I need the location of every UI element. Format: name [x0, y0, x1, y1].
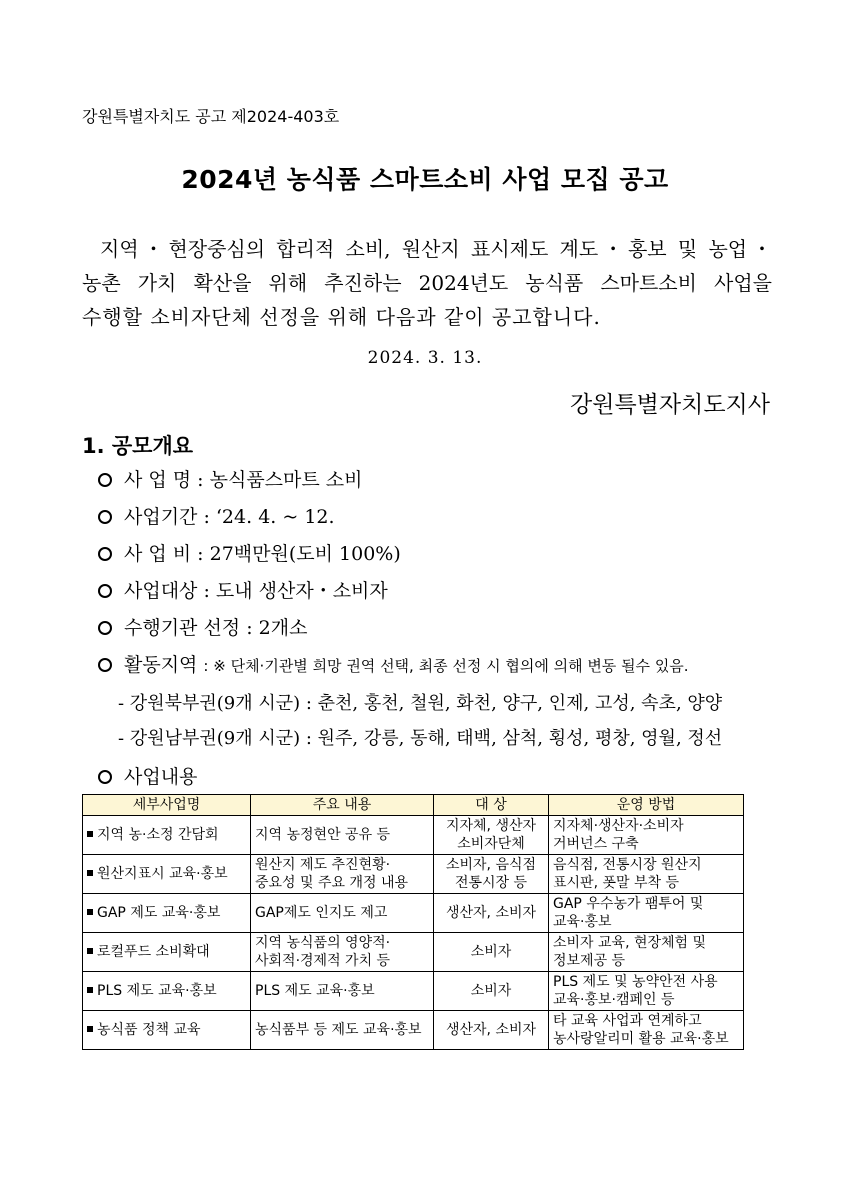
table-row [83, 855, 744, 894]
table-cell-content: PLS 제도 교육·홍보 [251, 972, 434, 1011]
overview-item-text: 사업내용 [124, 766, 198, 788]
table-cell-target: 생산자, 소비자 [434, 894, 549, 933]
issuer: 강원특별자치도지사 [570, 392, 770, 418]
region-north: - 강원북부권(9개 시군) : 춘천, 홍천, 철원, 화천, 양구, 인제, 고성, 속초, 양양 [118, 693, 723, 714]
circle-bullet-icon [98, 584, 112, 598]
table-cell-name: PLS 제도 교육·홍보 [83, 972, 251, 1011]
table-header: 주요 내용 [251, 795, 434, 816]
overview-item-text: 사업대상 : 도내 생산자・소비자 [124, 580, 388, 602]
notice-date: 2024. 3. 13. [367, 348, 483, 368]
square-bullet-icon [87, 948, 93, 954]
notice-number: 강원특별자치도 공고 제2024-403호 [82, 107, 340, 126]
overview-item [98, 762, 197, 789]
overview-item-text: 사업기간 : ‘24. 4. ~ 12. [124, 506, 335, 528]
circle-bullet-icon [98, 510, 112, 524]
table-cell-content: GAP제도 인지도 제고 [251, 894, 434, 933]
overview-item [98, 613, 307, 640]
table-cell-content: 농식품부 등 제도 교육·홍보 [251, 1011, 434, 1050]
circle-bullet-icon [98, 658, 112, 672]
square-bullet-icon [87, 870, 93, 876]
overview-item [98, 465, 363, 492]
table-row [83, 972, 744, 1011]
table-cell-target: 지자체, 생산자 소비자단체 [434, 816, 549, 855]
overview-item [98, 650, 689, 677]
square-bullet-icon [87, 909, 93, 915]
table-cell-content: 지역 농식품의 영양적· 사회적·경제적 가치 등 [251, 933, 434, 972]
table-cell-method: PLS 제도 및 농약안전 사용 교육·홍보·캠페인 등 [549, 972, 744, 1011]
square-bullet-icon [87, 1026, 93, 1032]
table-body [83, 816, 744, 1050]
table-header: 운영 방법 [549, 795, 744, 816]
table-cell-name: 로컬푸드 소비확대 [83, 933, 251, 972]
intro-paragraph [82, 232, 772, 334]
table-row [83, 894, 744, 933]
table-header: 대 상 [434, 795, 549, 816]
table-cell-method: 음식점, 전통시장 원산지 표시판, 폿말 부착 등 [549, 855, 744, 894]
overview-item [98, 502, 335, 529]
table-cell-name: 지역 농·소정 간담회 [83, 816, 251, 855]
business-table [82, 794, 744, 1050]
table-cell-target: 생산자, 소비자 [434, 1011, 549, 1050]
activity-area-note: : ※ 단체·기관별 희망 권역 선택, 최종 선정 시 협의에 의해 변동 될수 있음. [203, 657, 689, 675]
table-cell-method: 지자체·생산자·소비자 거버넌스 구축 [549, 816, 744, 855]
table-cell-target: 소비자 [434, 972, 549, 1011]
section-heading: 1. 공모개요 [82, 434, 194, 458]
circle-bullet-icon [98, 621, 112, 635]
table-cell-method: 소비자 교육, 현장체험 및 정보제공 등 [549, 933, 744, 972]
overview-item [98, 539, 401, 566]
table-cell-target: 소비자 [434, 933, 549, 972]
intro-line: 농촌 가치 확산을 위해 추진하는 2024년도 농식품 스마트소비 사업을 [82, 271, 772, 295]
table-cell-content: 지역 농정현안 공유 등 [251, 816, 434, 855]
table-row [83, 933, 744, 972]
table-header: 세부사업명 [83, 795, 251, 816]
overview-item-text: 사 업 명 : 농식품스마트 소비 [124, 469, 363, 491]
overview-item-text: 사 업 비 : 27백만원(도비 100%) [124, 543, 401, 565]
table-cell-name: GAP 제도 교육·홍보 [83, 894, 251, 933]
table-cell-name: 농식품 정책 교육 [83, 1011, 251, 1050]
square-bullet-icon [87, 987, 93, 993]
table-row [83, 1011, 744, 1050]
intro-line: 수행할 소비자단체 선정을 위해 다음과 같이 공고합니다. [82, 305, 601, 329]
intro-line: 지역・현장중심의 합리적 소비, 원산지 표시제도 계도・홍보 및 농업・ [100, 237, 772, 261]
region-south: - 강원남부권(9개 시군) : 원주, 강릉, 동해, 태백, 삼척, 횡성, 평창, 영월, 정선 [118, 728, 723, 749]
circle-bullet-icon [98, 547, 112, 561]
circle-bullet-icon [98, 473, 112, 487]
overview-item-text: 활동지역 [124, 654, 198, 676]
overview-item-text: 수행기관 선정 : 2개소 [124, 617, 308, 639]
table-row [83, 816, 744, 855]
overview-item [98, 576, 388, 603]
table-header-row [83, 795, 744, 816]
table-cell-method: GAP 우수농가 팸투어 및 교육·홍보 [549, 894, 744, 933]
table-cell-content: 원산지 제도 추진현황· 중요성 및 주요 개정 내용 [251, 855, 434, 894]
page-title: 2024년 농식품 스마트소비 사업 모집 공고 [181, 165, 669, 194]
table-cell-method: 타 교육 사업과 연계하고 농사랑알리미 활용 교육·홍보 [549, 1011, 744, 1050]
square-bullet-icon [87, 831, 93, 837]
table-cell-name: 원산지표시 교육·홍보 [83, 855, 251, 894]
table-cell-target: 소비자, 음식점 전통시장 등 [434, 855, 549, 894]
circle-bullet-icon [98, 770, 112, 784]
